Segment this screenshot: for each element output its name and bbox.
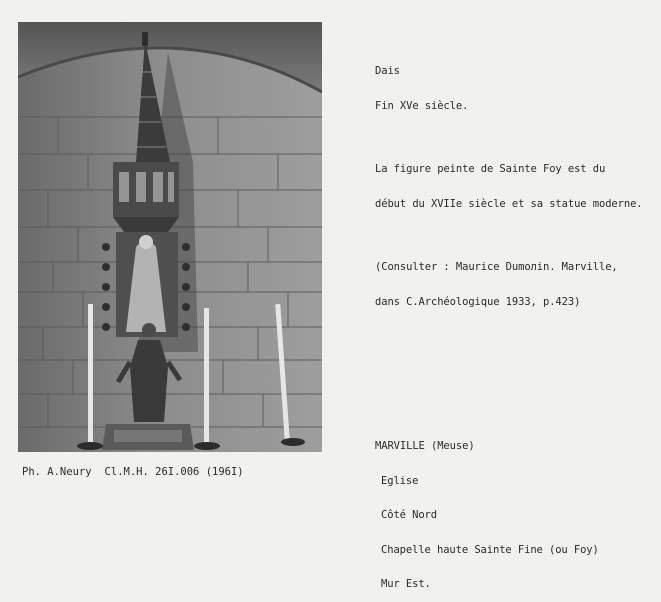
location-building: Eglise [381, 474, 419, 487]
caption-description-line-2: début du XVIIe siècle et sa statue moderne. [375, 197, 643, 210]
photograph [18, 22, 322, 452]
caption-block [375, 43, 643, 320]
location-side: Côté Nord [381, 509, 437, 521]
dais-photo-illustration [18, 22, 322, 452]
location-block [375, 418, 599, 602]
caption-description-line-1: La figure peinte de Sainte Foy est du [375, 163, 606, 175]
location-town: MARVILLE (Meuse) [375, 440, 475, 452]
location-chapel: Chapelle haute Sainte Fine (ou Foy) [381, 543, 599, 556]
photo-credit [22, 466, 244, 478]
caption-date: Fin XVe siècle. [375, 99, 469, 112]
credit-photographer: Ph. A.Neury [22, 466, 92, 478]
credit-reference: Cl.M.H. 26I.006 (196I) [104, 466, 244, 478]
caption-reference-line-2: dans C.Archéologique 1933, p.423) [375, 295, 581, 308]
caption-reference-line-1: (Consulter : Maurice Dumoлin. Marville, [375, 261, 618, 273]
location-wall: Mur Est. [381, 578, 431, 590]
caption-title: Dais [375, 65, 400, 77]
